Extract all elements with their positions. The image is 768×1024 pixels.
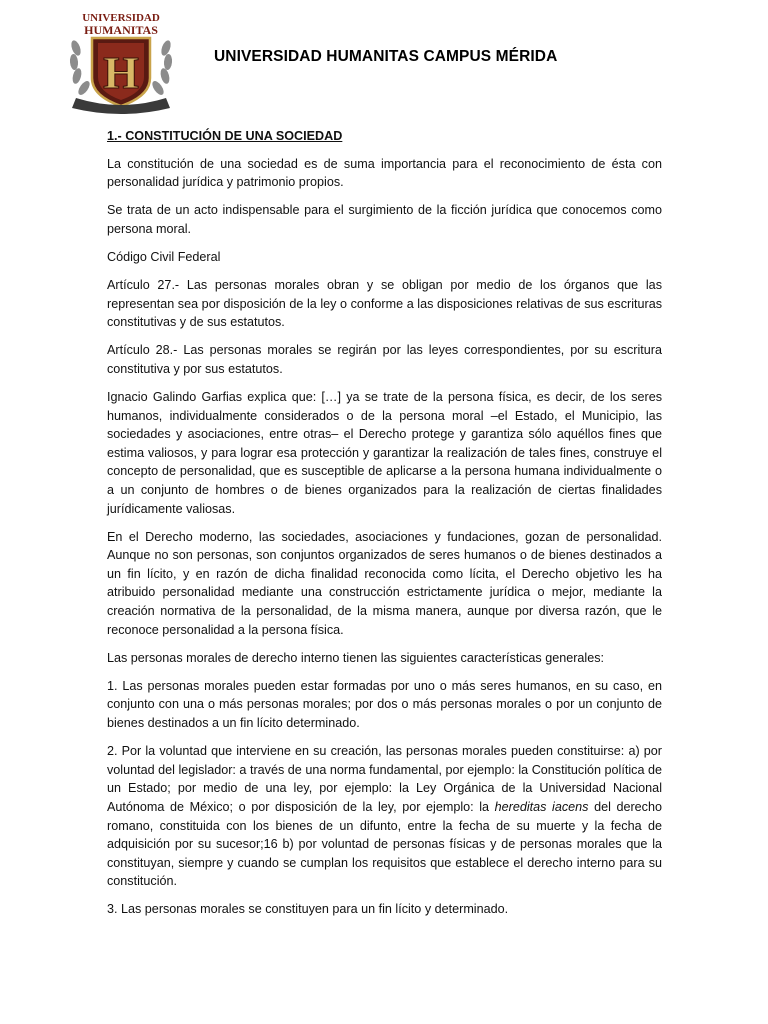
university-logo	[62, 8, 180, 114]
paragraph: En el Derecho moderno, las sociedades, asociaciones y fundaciones, gozan de personalidad. Aunque no son personas, son conjuntos organizados de seres humanos o de bienes destinados a un fin lícito, y en razón de dicha finalidad reconocida como lícita, el Derecho objetivo les ha atribuido personalidad mediante una construcción estrictamente jurídica o mejor, mediante la creación normativa de la personalidad, de la misma manera, aunque por diversa razón, que le reconoce personalidad a la persona física.	[107, 529, 662, 637]
document-header	[0, 0, 768, 120]
latin-term: hereditas iacens	[494, 799, 589, 814]
page-title: UNIVERSIDAD HUMANITAS CAMPUS MÉRIDA	[214, 48, 558, 65]
paragraph: Las personas morales de derecho interno tienen las siguientes características generales:	[107, 650, 605, 665]
paragraph: La constitución de una sociedad es de suma importancia para el reconocimiento de ésta con personalidad jurídica y patrimonio propios.	[107, 156, 662, 190]
logo-letter: H	[103, 47, 139, 98]
paragraph: Artículo 28.- Las personas morales se regirán por las leyes correspondientes, por su escritura constitutiva y por sus estatutos.	[107, 343, 662, 376]
paragraph: Se trata de un acto indispensable para el surgimiento de la ficción jurídica que conocemos como persona moral.	[107, 203, 662, 236]
document-body	[107, 127, 662, 928]
logo-text-top: UNIVERSIDAD	[82, 12, 160, 24]
paragraph: Código Civil Federal	[107, 249, 221, 264]
section-title: 1.- CONSTITUCIÓN DE UNA SOCIEDAD	[107, 129, 343, 143]
paragraph	[107, 742, 662, 891]
paragraph-text: del derecho romano, constituida con los bienes de un difunto, entre la fecha de su muerte y la fecha de adquisición por su sucesor;16 b) por voluntad de personas físicas y de personas morales que la constituyan, siempre y cuando se cumplan los requisitos que establece el derecho interno para su constitución.	[107, 799, 662, 889]
paragraph: 1. Las personas morales pueden estar formadas por uno o más seres humanos, en su caso, en conjunto con una o más personas morales; por dos o más personas morales o por un conjunto de bienes destinados a un fin lícito determinado.	[107, 678, 662, 731]
paragraph: Ignacio Galindo Garfias explica que: […] ya se trate de la persona física, es decir, de los seres humanos, individualmente considerados o de la persona moral –el Estado, el Municipio, las sociedades y asociaciones, entre otras– el Derecho protege y garantiza sólo aquéllos fines que estima valiosos, y para lograr esa protección y garantizar la realización de tales fines, construye el concepto de personalidad, que es susceptible de aplicarse a la persona humana individualmente o a un conjunto de hombres o de bienes organizados para la realización de ciertas finalidades jurídicamente valiosas.	[107, 390, 662, 516]
logo-text-mid: HUMANITAS	[84, 23, 158, 37]
paragraph: 3. Las personas morales se constituyen para un fin lícito y determinado.	[107, 902, 509, 917]
paragraph: Artículo 27.- Las personas morales obran y se obligan por medio de los órganos que las representan sea por disposición de la ley o conforme a las disposiciones relativas de sus escrituras constitutivas y de sus estatutos.	[107, 278, 662, 330]
paragraph-text: 2. Por la voluntad que interviene en su creación, las personas morales pueden constituirse: a) por voluntad del legislador: a través de una norma fundamental, por ejemplo: la Constitución política de un Estado; por medio de una ley, por ejemplo: la Ley Orgánica de la Universidad Nacional Autónoma de México; o por disposición de la ley, por ejemplo: la	[107, 744, 662, 814]
